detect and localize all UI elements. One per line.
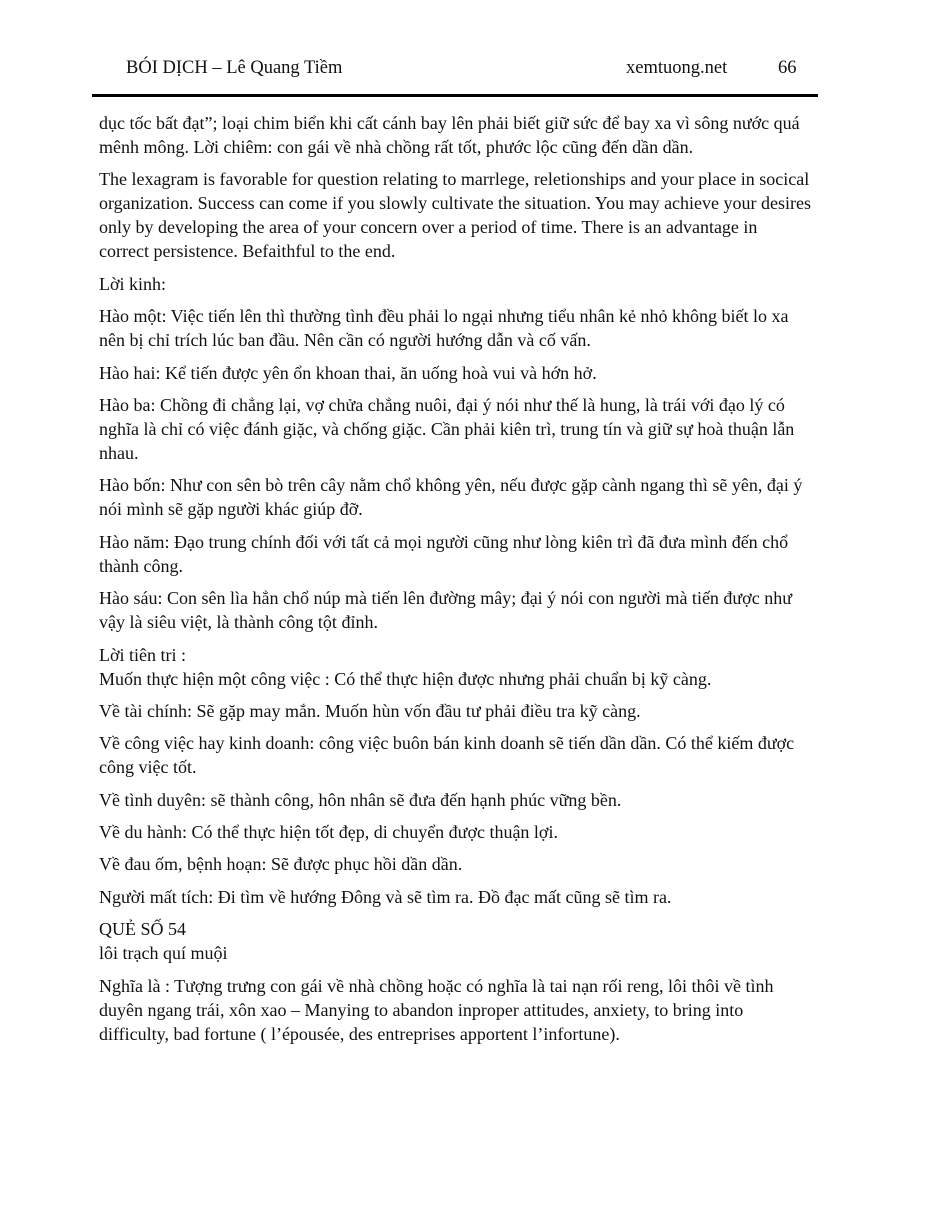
paragraph-hao-mot: Hào một: Việc tiến lên thì thường tình đều phải lo ngại nhưng tiểu nhân kẻ nhỏ không biết lo xa nên bị chỉ trích lúc ban đầu. Nên cần có người hướng dẫn và cố vấn. (99, 306, 789, 351)
paragraph-tinh-duyen: Về tình duyên: sẽ thành công, hôn nhân sẽ đưa đến hạnh phúc vững bền. (99, 789, 622, 810)
paragraph-kinh-doanh: Về công việc hay kinh doanh: công việc buôn bán kinh doanh sẽ tiến dần dần. Có thể kiếm được công việc tốt. (99, 733, 795, 778)
paragraph-english-summary: The lexagram is favorable for question relating to marrlege, reletionships and your place in socical organization. Success can come if you slowly cultivate the situation. You may achieve your desires only by developing the area of your concern over a period of time. There is an advantage in correct persistence. Befaithful to the end. (99, 169, 812, 262)
paragraph-intro-continued: dục tốc bất đạt”; loại chim biển khi cất cánh bay lên phải biết giữ sức để bay xa vì sông nước quá mênh mông. Lời chiêm: con gái về nhà chồng rất tốt, phước lộc cũng đến dần dần. (99, 113, 800, 157)
page-header (0, 0, 935, 100)
website-name: xemtuong.net (626, 58, 728, 78)
paragraph-hao-sau: Hào sáu: Con sên lìa hẳn chổ núp mà tiến lên đường mây; đại ý nói con người mà tiến được như vậy là siêu việt, là thành công tột đỉnh. (99, 588, 792, 633)
heading-loi-kinh: Lời kinh: (99, 273, 167, 294)
hexagram-name: lôi trạch quí muội (99, 943, 228, 964)
page-number: 66 (778, 58, 797, 78)
paragraph-du-hanh: Về du hành: Có thể thực hiện tốt đẹp, di chuyển được thuận lợi. (99, 822, 558, 843)
paragraph-hao-hai: Hào hai: Kể tiến được yên ổn khoan thai, ăn uống hoà vui và hớn hở. (99, 362, 597, 383)
page-body (99, 111, 811, 1054)
paragraph-hao-bon: Hào bốn: Như con sên bò trên cây nằm chổ không yên, nếu được gặp cành ngang thì sẽ yên, đại ý nói mình sẽ gặp người khác giúp đỡ. (99, 475, 803, 520)
paragraph-hao-nam: Hào năm: Đạo trung chính đối với tất cả mọi người cũng như lòng kiên trì đã đưa mình đến chổ thành công. (99, 531, 789, 576)
hexagram-number-heading: QUẺ SỐ 54 (99, 919, 187, 940)
paragraph-hao-ba: Hào ba: Chồng đi chẳng lại, vợ chửa chẳng nuôi, đại ý nói như thế là hung, là trái với đạo lý có nghĩa là chỉ có việc đánh giặc, và chống giặc. Cần phải kiên trì, trung tín và giữ sự hoà thuận lẫn nhau. (99, 394, 795, 463)
book-title: BÓI DỊCH – Lê Quang Tiềm (126, 58, 343, 78)
header-divider (92, 94, 818, 97)
paragraph-nghia-la: Nghĩa là : Tượng trưng con gái về nhà chồng hoặc có nghĩa là tai nạn rối reng, lôi thôi về tình duyên ngang trái, xôn xao – Manying to abandon inproper attitudes, anxiety, to bring into difficulty, bad fortune ( l’épousée, des entreprises apportent l’infortune). (99, 975, 774, 1044)
paragraph-cong-viec: Muốn thực hiện một công việc : Có thể thực hiện được nhưng phải chuẩn bị kỹ càng. (99, 668, 712, 689)
paragraph-dau-om: Về đau ốm, bệnh hoạn: Sẽ được phục hồi dần dần. (99, 854, 463, 875)
heading-loi-tien-tri: Lời tiên tri : (99, 644, 187, 665)
paragraph-tai-chinh: Về tài chính: Sẽ gặp may mắn. Muốn hùn vốn đầu tư phải điều tra kỹ càng. (99, 700, 641, 721)
paragraph-mat-tich: Người mất tích: Đi tìm về hướng Đông và sẽ tìm ra. Đồ đạc mất cũng sẽ tìm ra. (99, 886, 672, 907)
